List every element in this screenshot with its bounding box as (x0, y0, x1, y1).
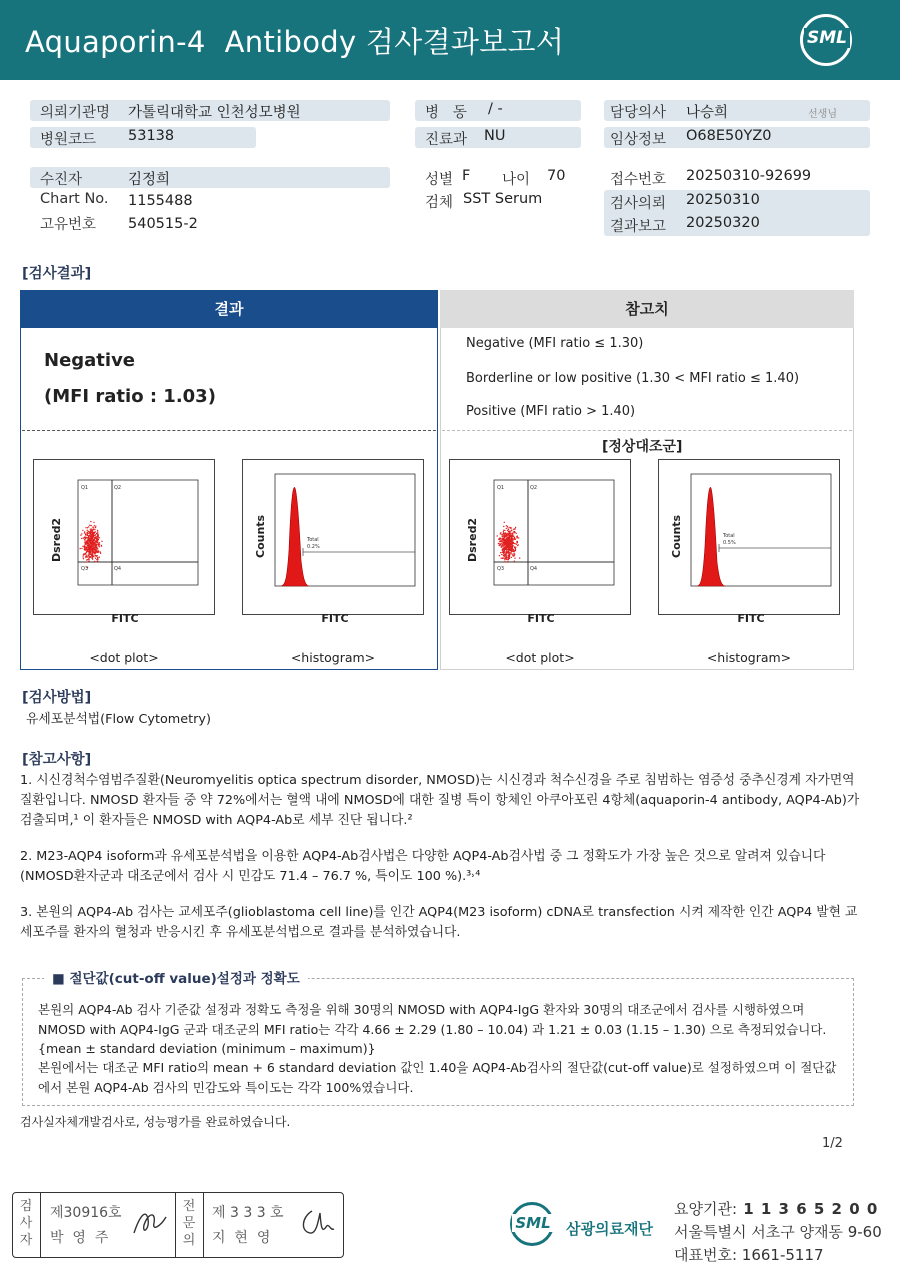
footer-organization-name: 삼광의료재단 (566, 1220, 653, 1238)
footer-facility-code: 요양기관: 1 1 3 6 5 2 0 0 (674, 1200, 879, 1218)
sex-label: 성별 (425, 172, 454, 188)
ward-label: 병 동 (425, 105, 467, 121)
sig-divider-1 (40, 1192, 41, 1258)
hist-1-xlabel: FITC (321, 612, 349, 625)
institution-value: 가톨릭대학교 인천성모병원 (128, 105, 301, 121)
hist-2-annot2: 0.5% (723, 540, 736, 546)
sig-license-2: 제 3 3 3 호 (212, 1205, 284, 1221)
dashed-divider-left (22, 430, 436, 431)
signature-2-icon (296, 1205, 336, 1239)
hist-1-annot2: 0.2% (307, 544, 320, 550)
svg-text:Q4: Q4 (530, 566, 538, 572)
specimen-label: 검체 (425, 195, 454, 211)
id-value: 540515-2 (128, 216, 198, 232)
clinical-value: O68E50YZ0 (686, 128, 772, 144)
receipt-value: 20250310-92699 (686, 168, 812, 184)
histogram-control-svg (659, 460, 838, 613)
results-section-title: [검사결과] (22, 266, 92, 282)
scatter-dots-2 (497, 522, 521, 563)
hist-2-ylabel: Counts (670, 514, 683, 558)
dot-plot-2-caption: <dot plot> (505, 650, 575, 665)
ref-borderline: Borderline or low positive (1.30 < MFI ratio ≤ 1.40) (466, 371, 800, 386)
sml-logo-text: SML (804, 28, 850, 48)
hospital-code-label: 병원코드 (40, 132, 97, 148)
svg-text:Q1: Q1 (81, 485, 89, 491)
hist-2-caption: <histogram> (706, 650, 792, 665)
sig-license-1: 제30916호 (50, 1205, 122, 1221)
sex-value: F (462, 168, 471, 184)
note-1: 1. 시신경척수염범주질환(Neuromyelitis optica spectrum disorder, NMOSD)는 시신경과 척수신경을 주로 침범하는 염증성 중추신경계 자가면역 질환입니다. NMOSD 환자들 중 약 72%에서는 혈액 내에 NMOSD에 대한 질병 특이 항체인 아쿠아포린 4항체(aquaporin-4 antibody, AQP4-Ab)가 검출되며,¹ 이 환자들은 NMOSD with AQP4-Ab로 세부 진단 됩니다.² (20, 773, 860, 828)
svg-text:Q1: Q1 (497, 485, 505, 491)
cutoff-paragraph-2: 본원에서는 대조군 MFI ratio의 mean + 6 standard deviation 값인 1.40을 AQP4-Ab검사의 절단값(cut-off value)로 설정하였으며 이 절단값에서 본원 AQP4-Ab 검사의 민감도와 특이도는 각각 100%였습니다. (38, 1060, 837, 1095)
footer-address: 서울특별시 서초구 양재동 9-60 (674, 1223, 882, 1241)
clinical-label: 임상정보 (610, 132, 667, 148)
specimen-value: SST Serum (463, 191, 543, 207)
dot-plot-1-xlabel: FITC (111, 612, 139, 625)
sig-divider-2 (175, 1192, 176, 1258)
notes-title: [참고사항] (22, 752, 92, 768)
doctor-value: 나승희 (686, 105, 729, 121)
sig-divider-3 (203, 1192, 204, 1258)
svg-text:Q4: Q4 (114, 566, 122, 572)
hist-1-ylabel: Counts (254, 514, 267, 558)
dot-plot-1-ylabel: Dsred2 (50, 517, 63, 562)
dashed-divider-right (442, 430, 852, 431)
patient-label: 수진자 (40, 172, 83, 188)
patient-value: 김정희 (128, 172, 171, 188)
doctor-label: 담당의사 (610, 105, 667, 121)
dept-value: NU (484, 128, 506, 144)
histogram-patient-svg (243, 460, 422, 613)
footnote: 검사실자체개발검사로, 성능평가를 완료하였습니다. (20, 1115, 291, 1129)
institution-label: 의뢰기관명 (40, 105, 111, 121)
id-label: 고유번호 (40, 217, 97, 233)
age-label: 나이 (502, 172, 531, 188)
result-value: Negative (44, 350, 136, 371)
svg-text:Q3: Q3 (497, 566, 505, 572)
sig-role-2: 전 문 의 (182, 1199, 196, 1248)
page-number: 1/2 (822, 1136, 843, 1151)
doctor-suffix: 선생님 (808, 109, 837, 120)
method-text: 유세포분석법(Flow Cytometry) (26, 712, 211, 727)
histogram-control (658, 459, 840, 615)
svg-text:Q2: Q2 (114, 485, 122, 491)
hist-2-xlabel: FITC (737, 612, 765, 625)
sig-role-1: 검 사 자 (19, 1199, 33, 1248)
note-2: 2. M23-AQP4 isoform과 유세포분석법을 이용한 AQP4-Ab검사법은 다양한 AQP4-Ab검사법 중 그 정확도가 가장 높은 것으로 알려져 있습니다(NMOSD환자군과 대조군에서 검사 시 민감도 71.4 – 76.7 %, 특이도 100 %).³˒⁴ (20, 849, 826, 884)
svg-text:Q2: Q2 (530, 485, 538, 491)
signature-1-icon (130, 1205, 170, 1239)
ward-value: / - (488, 101, 503, 117)
dot-plot-2-ylabel: Dsred2 (466, 517, 479, 562)
patient-row (30, 167, 390, 188)
ref-positive: Positive (MFI ratio > 1.40) (466, 404, 636, 419)
method-title: [검사방법] (22, 690, 92, 706)
receipt-label: 접수번호 (610, 172, 667, 188)
svg-text:Q3: Q3 (81, 566, 89, 572)
sig-name-2: 지 현 영 (212, 1230, 271, 1246)
chart-label: Chart No. (40, 191, 109, 207)
report-title: Aquaporin-4 Antibody 검사결과보고서 (25, 25, 565, 59)
footer-logo-text: SML (512, 1214, 554, 1232)
cutoff-paragraph-1: 본원의 AQP4-Ab 검사 기준값 설정과 정확도 측정을 위해 30명의 NMOSD with AQP4-IgG 환자와 30명의 대조군에서 검사를 시행하였으며 NMOSD with AQP4-IgG 군과 대조군의 MFI ratio는 각각 4.66 ± 2.29 (1.80 – 10.04) 과 1.21 ± 0.03 (1.15 – 1.30) 으로 측정되었습니다. {mean ± standard deviation (minimum – maximum)} (38, 1002, 827, 1056)
hist-2-annot1: Total (723, 533, 735, 539)
dot-plot-2-xlabel: FITC (527, 612, 555, 625)
result-column-header: 결과 (20, 290, 438, 328)
sig-name-1: 박 영 주 (50, 1230, 109, 1246)
age-value: 70 (547, 168, 566, 184)
cutoff-title: ■ 절단값(cut-off value)설정과 정확도 (44, 967, 308, 987)
report-value: 20250320 (686, 215, 760, 231)
histogram-patient (242, 459, 424, 615)
reference-column-header: 참고치 (440, 290, 854, 328)
report-label: 결과보고 (610, 219, 667, 235)
hist-1-annot1: Total (307, 537, 319, 543)
hist-1-caption: <histogram> (290, 650, 376, 665)
dept-label: 진료과 (425, 132, 468, 148)
dot-plot-1-caption: <dot plot> (89, 650, 159, 665)
footer-phone: 대표번호: 1661-5117 (674, 1246, 824, 1264)
note-3: 3. 본원의 AQP4-Ab 검사는 교세포주(glioblastoma cell line)를 인간 AQP4(M23 isoform) cDNA로 transfection 시켜 제작한 인간 AQP4 발현 교세포주를 환자의 혈청과 반응시킨 후 유세포분석법으로 결과를 분석하였습니다. (20, 905, 858, 940)
scatter-dots-1 (80, 521, 103, 568)
chart-value: 1155488 (128, 193, 193, 209)
ref-negative: Negative (MFI ratio ≤ 1.30) (466, 336, 644, 351)
control-title: [정상대조군] (602, 439, 683, 455)
request-value: 20250310 (686, 192, 760, 208)
request-label: 검사의뢰 (610, 196, 667, 212)
hospital-code-value: 53138 (128, 128, 175, 144)
result-mfi: (MFI ratio : 1.03) (44, 386, 216, 407)
